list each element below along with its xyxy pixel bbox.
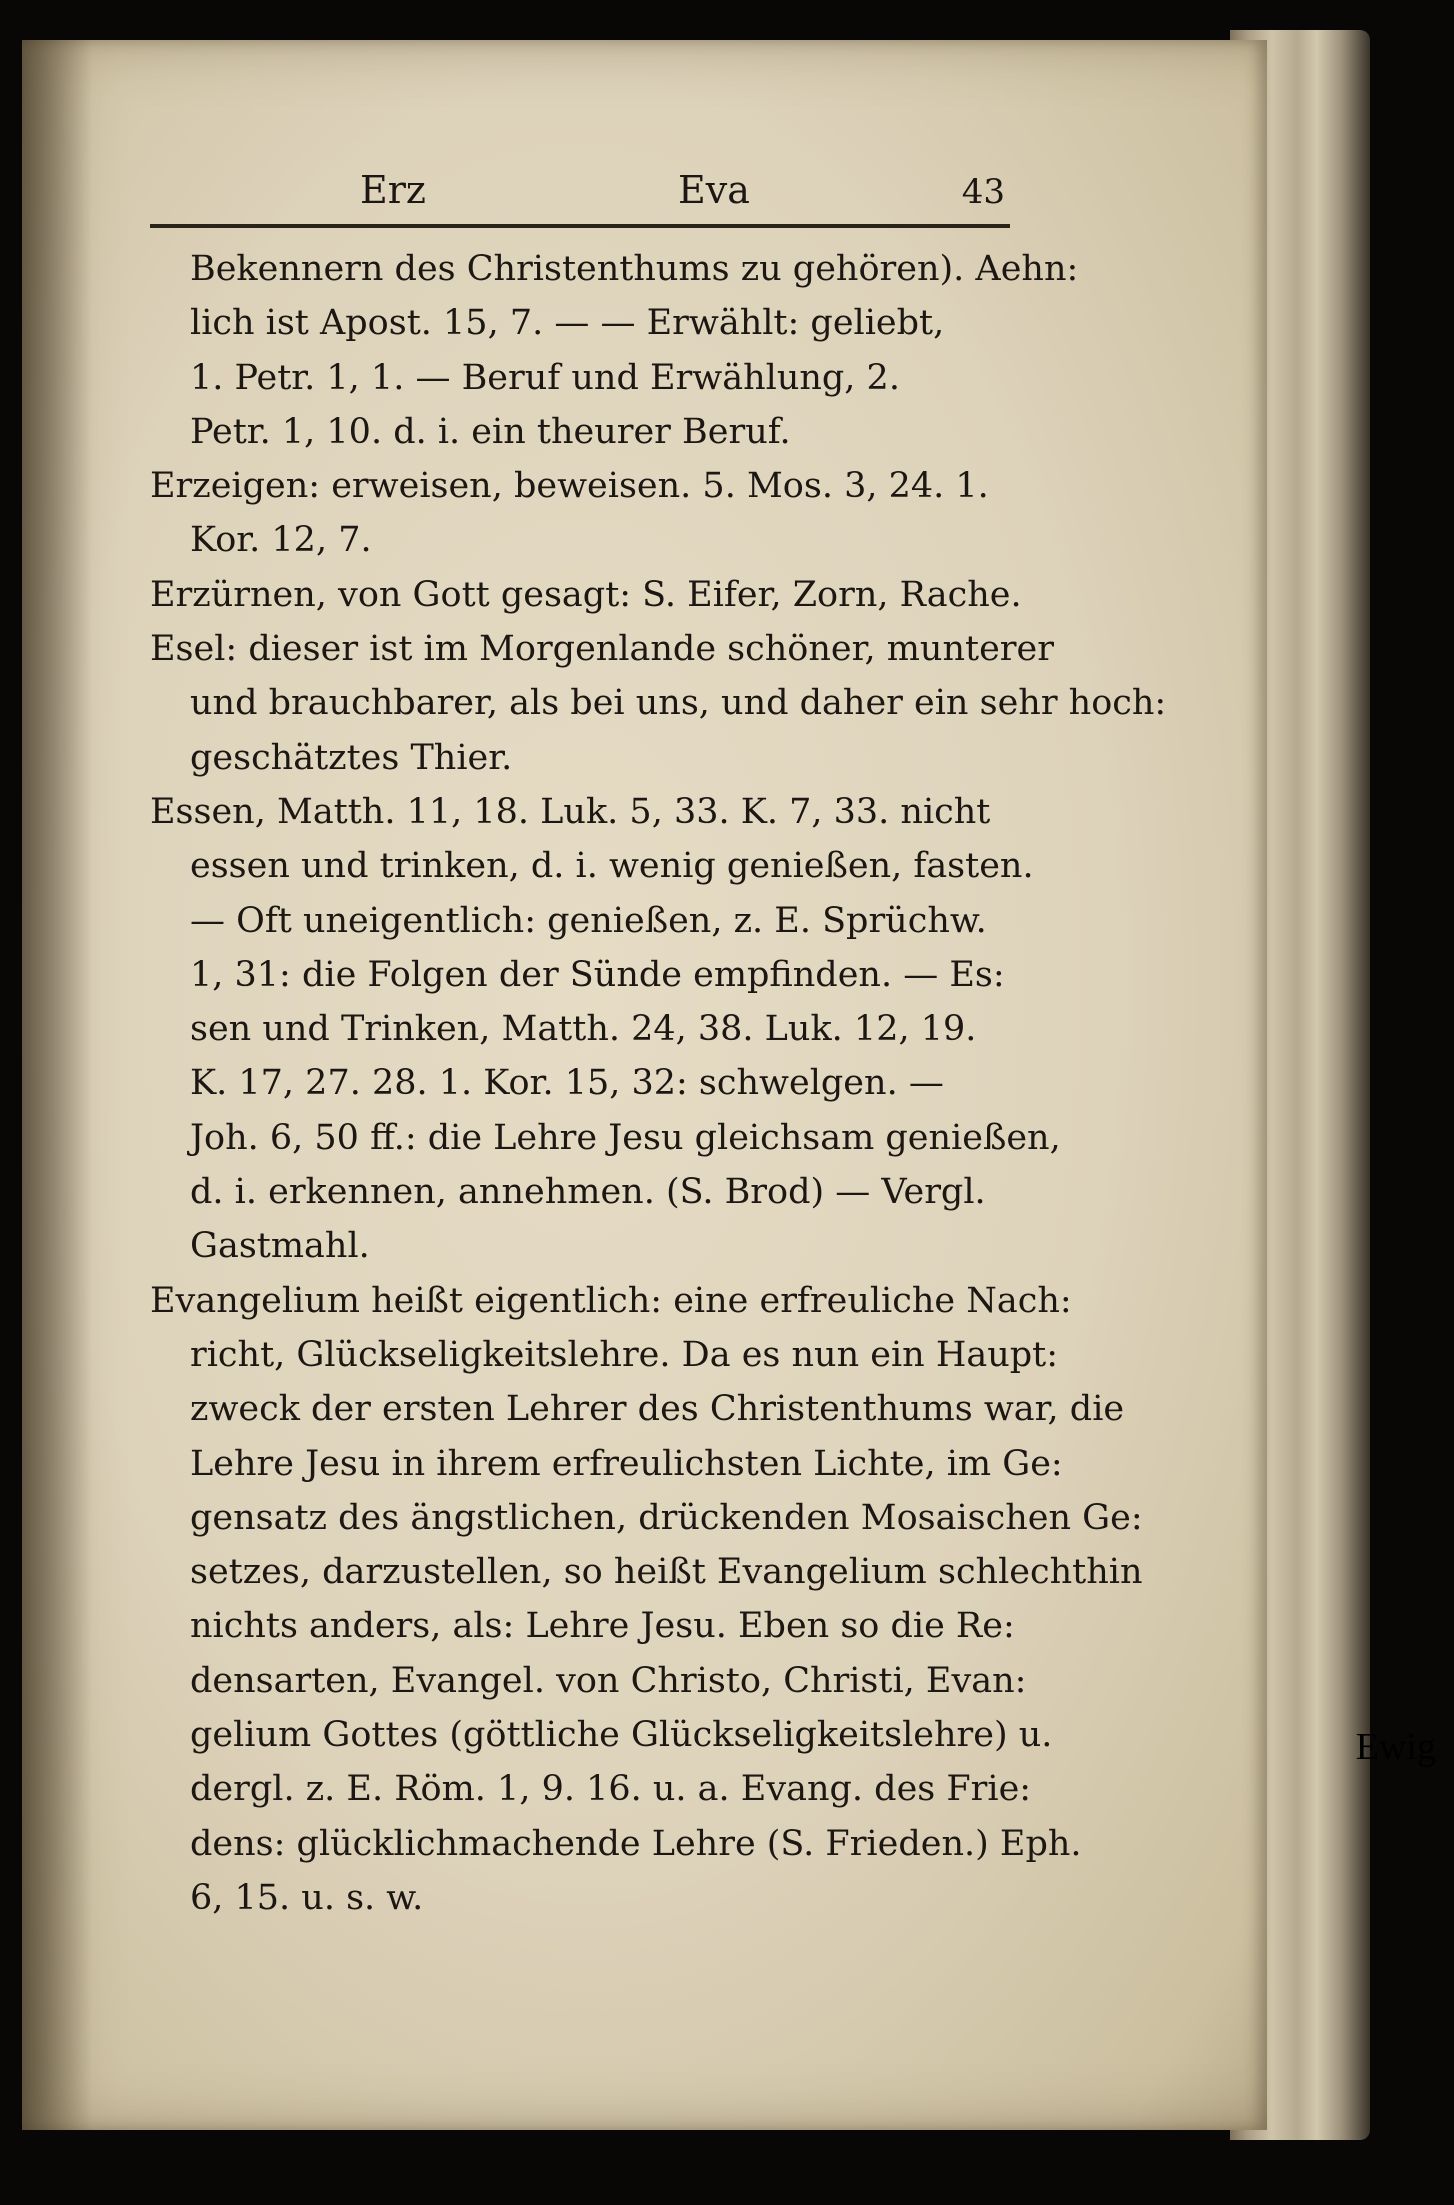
gutter-shadow (22, 40, 92, 2130)
text-line: setzes, darzustellen, so heißt Evangelium schlechthin (190, 1552, 1143, 1593)
page-number: 43 (961, 172, 1005, 212)
catchword: Ewig (1355, 1726, 1436, 1768)
text-line: lich ist Apost. 15, 7. — — Erwählt: geliebt, (190, 303, 945, 344)
text-line: Kor. 12, 7. (190, 520, 372, 561)
text-line: geschätztes Thier. (190, 737, 513, 778)
text-line: Joh. 6, 50 ff.: die Lehre Jesu gleichsam genießen, (190, 1117, 1061, 1158)
text-line: — Oft uneigentlich: genießen, z. E. Sprüchw. (190, 900, 987, 941)
text-line: essen und trinken, d. i. wenig genießen, fasten. (190, 846, 1034, 887)
header-rule (150, 224, 1010, 228)
text-line: sen und Trinken, Matth. 24, 38. Luk. 12, 19. (190, 1009, 977, 1050)
text-body (150, 242, 1167, 1925)
text-line: d. i. erkennen, annehmen. (S. Brod) — Vergl. (190, 1172, 986, 1213)
text-line: richt, Glückseligkeitslehre. Da es nun ein Haupt: (190, 1334, 1059, 1375)
text-line: 6, 15. u. s. w. (190, 1877, 424, 1918)
text-line: K. 17, 27. 28. 1. Kor. 15, 32: schwelgen. — (190, 1063, 944, 1104)
text-line: Lehre Jesu in ihrem erfreulichsten Lichte, im Ge: (190, 1443, 1063, 1484)
text-line: dens: glücklichmachende Lehre (S. Frieden.) Eph. (190, 1823, 1082, 1864)
text-line: dergl. z. E. Röm. 1, 9. 16. u. a. Evang. des Frie: (190, 1769, 1032, 1810)
page-content (150, 150, 1167, 1925)
text-line: zweck der ersten Lehrer des Christenthums war, die (190, 1389, 1125, 1430)
text-line: Gastmahl. (190, 1226, 370, 1267)
text-line: gensatz des ängstlichen, drückenden Mosaischen Ge: (190, 1497, 1143, 1538)
header-center-word: Eva (678, 168, 750, 212)
text-line: nichts anders, als: Lehre Jesu. Eben so die Re: (190, 1606, 1015, 1647)
text-line: densarten, Evangel. von Christo, Christi, Evan: (190, 1660, 1027, 1701)
text-line: Evangelium heißt eigentlich: eine erfreuliche Nach: (150, 1280, 1072, 1321)
text-line: Bekennern des Christenthums zu gehören). Aehn: (190, 249, 1079, 289)
header-left-word: Erz (360, 168, 426, 212)
text-line: 1, 31: die Folgen der Sünde empfinden. — Es: (190, 954, 1005, 995)
text-line: Petr. 1, 10. d. i. ein theurer Beruf. (190, 411, 791, 452)
text-line: gelium Gottes (göttliche Glückseligkeitslehre) u. (190, 1715, 1053, 1756)
text-line: Erzürnen, von Gott gesagt: S. Eifer, Zorn, Rache. (150, 574, 1022, 615)
text-line: 1. Petr. 1, 1. — Beruf und Erwählung, 2. (190, 357, 900, 398)
text-line: Erzeigen: erweisen, beweisen. 5. Mos. 3, 24. 1. (150, 466, 989, 507)
text-line: Esel: dieser ist im Morgenlande schöner, munterer (150, 629, 1054, 670)
text-line: Essen, Matth. 11, 18. Luk. 5, 33. K. 7, 33. nicht (150, 791, 991, 832)
running-header (150, 150, 1010, 220)
text-line: und brauchbarer, als bei uns, und daher ein sehr hoch: (190, 683, 1167, 724)
